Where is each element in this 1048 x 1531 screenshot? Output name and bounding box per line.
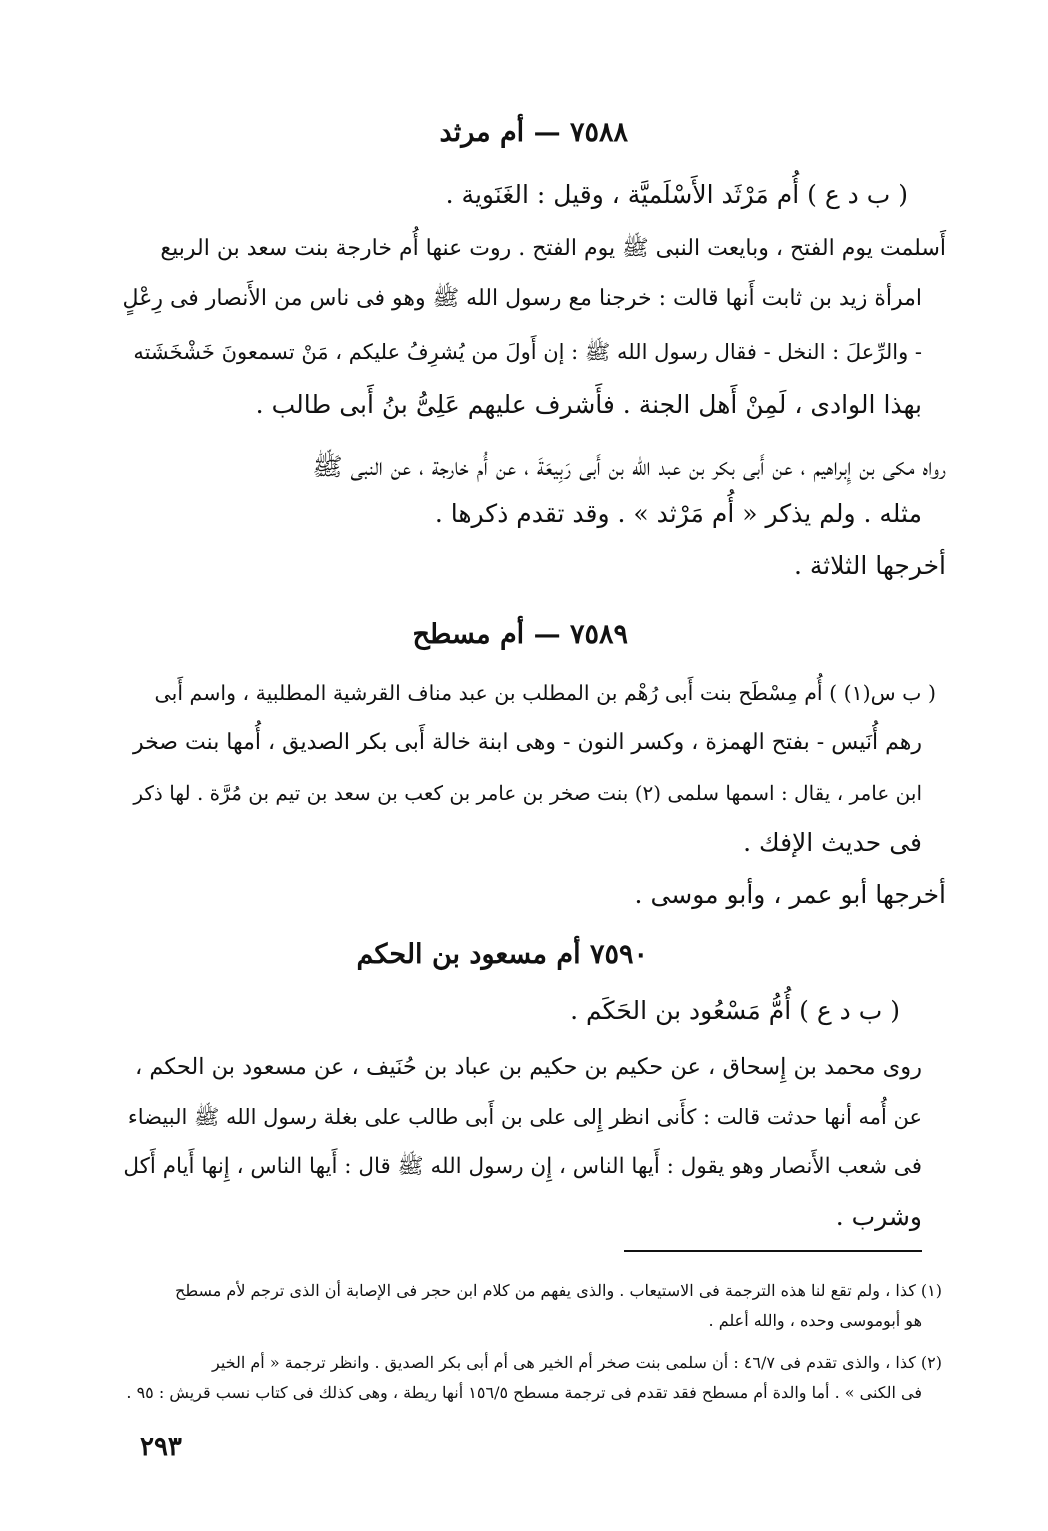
body-text-line: بهذا الوادى ، لَمِنْ أَهل الجنة . فأَشرف عليهم عَلِىُّ بنُ أَبى طالب . [255,390,922,419]
entry-intro-line: ( ب س(١) ) أُم مِسْطَح بنت أَبى رُهْم بن المطلب بن عبد مناف القرشية المطلبية ، واسم أَبى [154,681,936,705]
body-text-line: أخرجها الثلاثة . [793,551,946,580]
footnote-line: (٢) كذا ، والذى تقدم فى ٤٦/٧ : أن سلمى بنت صخر أم الخير هى أم أبى بكر الصديق . وانظر ترجمة « أم الخير [212,1353,942,1372]
body-text-line: فى شعب الأَنصار وهو يقول : أَيها الناس ، إِن رسول الله ﷺ قال : أَيها الناس ، إِنها أَيام أَكل [123,1154,922,1179]
entry-heading: ٧٥٨٨ — أم مرثد [439,117,628,148]
body-text-line: فى حديث الإفك . [743,828,922,857]
footnote-line: (١) كذا ، ولم تقع لنا هذه الترجمة فى الاستيعاب . والذى يفهم من كلام ابن حجر فى الإصابة أن الذى ترجم لأم مسطح [175,1281,942,1300]
body-text-line: مثله . ولم يذكر « أُم مَرْثد » . وقد تقدم ذكرها . [434,499,922,528]
body-text-line: وشرب . [835,1202,922,1231]
body-text-line: أخرجها أبو عمر ، وأبو موسى . [634,880,946,909]
footnote-line: فى الكنى » . أما والدة أم مسطح فقد تقدم فى ترجمة مسطح ١٥٦/٥ أنها ريطة ، وهى كذلك فى كتاب نسب قريش : ٩٥ . [126,1383,922,1402]
footnote-line: هو أبوموسى وحده ، والله أعلم . [708,1311,922,1330]
entry-heading: ٧٥٩٠ أم مسعود بن الحكم [356,939,648,970]
body-text-line: روى محمد بن إِسحاق ، عن حكيم بن حكيم بن عباد بن حُنَيف ، عن مسعود بن الحكم ، [135,1054,922,1080]
body-text-line: رواه مكى بن إِبراهيم ، عن أَبى بكر بن عبد الله بن أَبى رَبِيعَةَ ، عن أُم خارجة ، عن النبى ﷺ [312,452,946,481]
footnote-separator [624,1250,922,1252]
body-text-line: - والرِّعلَ : النخل - فقال رسول الله ﷺ : إن أَولَ من يُشرِفُ عليكم ، مَنْ تسمعونَ خَشْخَشَته [133,340,922,364]
body-text-line: امرأة زيد بن ثابت أَنها قالت : خرجنا مع رسول الله ﷺ وهو فى ناس من الأَنصار فى رِعْلٍ [122,286,922,311]
entry-heading: ٧٥٨٩ — أم مسطح [412,619,628,650]
body-text-line: رهم أُنَيس - بفتح الهمزة ، وكسر النون - وهى ابنة خالة أَبى بكر الصديق ، أُمها بنت صخر [132,730,922,755]
entry-intro-line: ( ب د ع ) أُمُّ مَسْعُود بن الحَكَم . [570,996,900,1025]
body-text-line: أَسلمت يوم الفتح ، وبايعت النبى ﷺ يوم الفتح . روت عنها أُم خارجة بنت سعد بن الربيع [160,236,946,261]
entry-intro-line: ( ب د ع ) أُم مَرْثَد الأَسْلَميَّة ، وقيل : الغَنَوية . [445,180,908,209]
body-text-line: عن أُمه أنها حدثت قالت : كأَنى انظر إِلى على بن أَبى طالب على بغلة رسول الله ﷺ البيضاء [127,1105,922,1129]
page-number: ٢٩٣ [140,1432,182,1462]
body-text-line: ابن عامر ، يقال : اسمها سلمى (٢) بنت صخر بن عامر بن كعب بن سعد بن تيم بن مُرَّة . لها ذكر [133,781,922,805]
